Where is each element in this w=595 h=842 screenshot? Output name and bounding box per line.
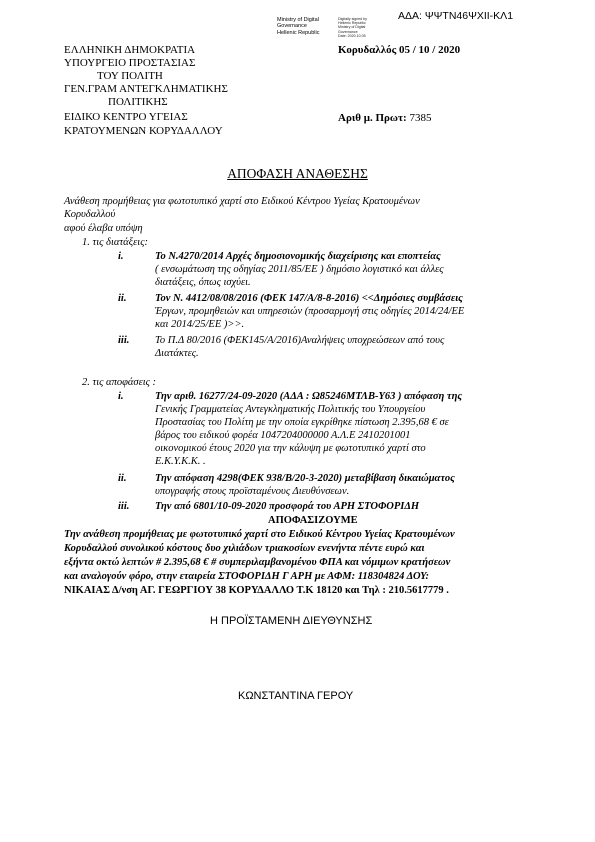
item-number: iii. (118, 501, 130, 512)
item-line: διατάξεις, όπως ισχύει. (155, 277, 251, 288)
subject-line: Κορυδαλλού (64, 209, 116, 220)
item-line: Διατάκτες. (155, 348, 199, 359)
protocol-value: 7385 (409, 112, 432, 124)
item-line: Την απόφαση 4298(ΦΕΚ 938/Β/20-3-2020) μεταβίβαση δικαιώματος (155, 473, 455, 484)
section2-heading: 2. τις αποφάσεις : (82, 377, 157, 388)
seal-line: Ministry of Digital (338, 25, 366, 30)
gov-logo-line: Hellenic Republic (277, 29, 320, 36)
item-number: ii. (118, 473, 127, 484)
org-line: ΤΟΥ ΠΟΛΙΤΗ (97, 70, 163, 82)
decision-line: εξήντα οκτώ λεπτών # 2.395,68 € # συμπεριλαμβανομένου ΦΠΑ και νόμιμων κρατήσεων (64, 557, 451, 568)
item-number: i. (118, 391, 124, 402)
item-line: Την από 6801/10-09-2020 προσφορά του ΑΡΗ ΣΤΟΦΟΡΙΔΗ (155, 501, 420, 512)
org-line: ΥΠΟΥΡΓΕΙΟ ΠΡΟΣΤΑΣΙΑΣ (64, 57, 196, 69)
document-title: ΑΠΟΦΑΣΗ ΑΝΑΘΕΣΗΣ (227, 166, 368, 181)
signature-title: Η ΠΡΟΪΣΤΑΜΕΝΗ ΔΙΕΥΘΥΝΣΗΣ (210, 615, 373, 627)
seal-line: Digitally signed by (338, 17, 367, 21)
seal-line: Hellenic Republic (338, 21, 366, 26)
org-line: ΓΕΝ.ΓΡΑΜ ΑΝΤΕΓΚΛΗΜΑΤΙΚΗΣ (64, 83, 228, 95)
protocol-number (338, 111, 431, 125)
decision-line: και αναλογούν φόρο, στην εταιρεία ΣΤΟΦΟΡΙΔΗ Γ ΑΡΗ με ΑΦΜ: 118304824 ΔΟΥ: (64, 571, 430, 582)
gov-logo-line: Ministry of Digital (277, 17, 319, 23)
item-line: βάρος του ειδικού φορέα 1047204000000 Α.Λ.Ε 2410201001 (155, 430, 411, 441)
item-number: ii. (118, 293, 127, 304)
item-number: iii. (118, 335, 130, 346)
org-line: ΕΛΛΗΝΙΚΗ ΔΗΜΟΚΡΑΤΙΑ (64, 44, 196, 56)
digital-signature-seal (338, 17, 388, 38)
place-date (338, 43, 460, 57)
considering-line: αφού έλαβα υπόψη (64, 223, 143, 234)
decision-line: ΝΙΚΑΙΑΣ Δ/νση ΑΓ. ΓΕΩΡΓΙΟΥ 38 ΚΟΡΥΔΑΛΛΟ Τ.Κ 18120 και Τηλ : 210.5617779 . (64, 585, 449, 596)
section1-heading: 1. τις διατάξεις: (82, 237, 148, 248)
item-line: Ε.Κ.Υ.Κ.Κ. . (155, 456, 206, 467)
place: Κορυδαλλός (338, 44, 397, 56)
decision-line: Κορυδαλλού συνολικού κόστους δυο χιλιάδων τριακοσίων ενενήντα πέντε ευρώ και (64, 543, 425, 554)
item-line: Το Π.Δ 80/2016 (ΦΕΚ145/Α/2016)Αναλήψεις υποχρεώσεων από τους (155, 335, 445, 346)
item-line: Τον Ν. 4412/08/08/2016 (ΦΕΚ 147/Α/8-8-2016) <<Δημόσιες συμβάσεις (155, 293, 463, 304)
org-line: ΚΡΑΤΟΥΜΕΝΩΝ ΚΟΡΥΔΑΛΛΟΥ (64, 125, 223, 137)
signature-name: ΚΩΝΣΤΑΝΤΙΝΑ ΓΕΡΟΥ (238, 690, 354, 702)
decision-line: Την ανάθεση προμήθειας με φωτοτυπικό χαρτί στο Ειδικού Κέντρου Υγείας Κρατουμένων (64, 529, 455, 540)
item-line: Το Ν.4270/2014 Αρχές δημοσιονομικής διαχείρισης και εποπτείας (155, 251, 441, 262)
item-line: υπογραφής στους προϊσταμένους Διευθύνσεων. (155, 486, 350, 497)
item-line: και 2014/25/ΕΕ )>>. (155, 319, 245, 330)
org-line: ΕΙΔΙΚΟ ΚΕΝΤΡΟ ΥΓΕΙΑΣ (64, 111, 188, 123)
decide-heading: ΑΠΟΦΑΣΙΖΟΥΜΕ (268, 515, 358, 526)
item-line: Την αριθ. 16277/24-09-2020 (ΑΔΑ : Ω85246ΜΤΛΒ-Υ63 ) απόφαση της (155, 391, 463, 402)
ada-code: ΑΔΑ: ΨΨΤΝ46ΨΧΙΙ-ΚΛ1 (398, 10, 514, 22)
item-line: Γενικής Γραμματείας Αντεγκληματικής Πολιτικής του Υπουργείου (155, 404, 426, 415)
org-line: ΠΟΛΙΤΙΚΗΣ (108, 96, 168, 108)
seal-line: Date: 2020.10.05 (338, 33, 366, 38)
subject-line: Ανάθεση προμήθειας για φωτοτυπικό χαρτί στο Ειδικού Κέντρου Υγείας Κρατουμένων (64, 196, 420, 207)
protocol-label: Αριθ μ. Πρωτ: (338, 112, 407, 124)
item-number: i. (118, 251, 124, 262)
date: 05 / 10 / 2020 (399, 44, 461, 56)
gov-logo (277, 17, 341, 36)
item-line: Έργων, προμηθειών και υπηρεσιών (προσαρμογή στις οδηγίες 2014/24/ΕΕ (155, 306, 465, 317)
gov-logo-line: Governance (277, 23, 307, 30)
item-line: οικονομικού έτους 2020 για την κάλυψη με φωτοτυπικό χαρτί στο (155, 443, 426, 454)
item-line: Προστασίας του Πολίτη με την οποία εγκρίθηκε πίστωση 2.395,68 € σε (155, 417, 449, 428)
item-line: ( ενσωμάτωση της οδηγίας 2011/85/ΕΕ ) δημόσιο λογιστικό και άλλες (155, 264, 444, 275)
seal-line: Governance (338, 29, 358, 34)
